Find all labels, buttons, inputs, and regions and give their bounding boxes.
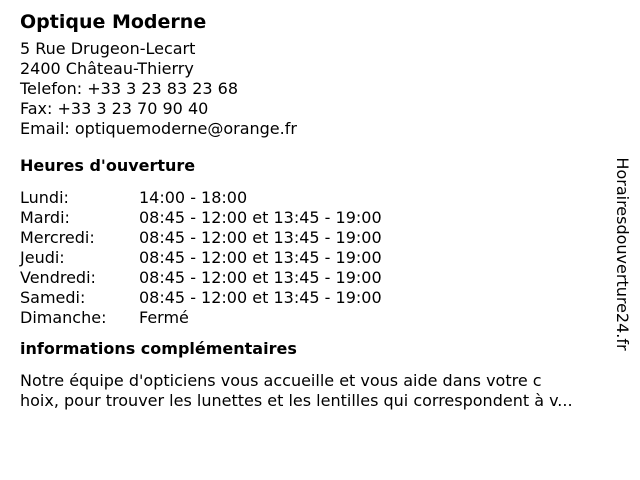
hours-row (20, 228, 382, 248)
hours-time: 08:45 - 12:00 et 13:45 - 19:00 (139, 268, 382, 287)
hours-day: Mardi: (20, 208, 70, 227)
additional-info-heading: informations complémentaires (20, 339, 297, 358)
hours-row (20, 288, 382, 308)
hours-time: 14:00 - 18:00 (139, 188, 248, 207)
phone-number: Telefon: +33 3 23 83 23 68 (20, 79, 239, 98)
opening-hours-table (20, 188, 382, 328)
address-street: 5 Rue Drugeon-Lecart (20, 39, 196, 58)
hours-day: Samedi: (20, 288, 86, 307)
hours-day: Mercredi: (20, 228, 95, 247)
additional-info-line: Notre équipe d'opticiens vous accueille et vous aide dans votre c (20, 371, 542, 390)
email-address: Email: optiquemoderne@orange.fr (20, 119, 297, 138)
store-card (20, 8, 610, 411)
additional-info-line: hoix, pour trouver les lunettes et les lentilles qui correspondent à v... (20, 391, 573, 410)
hours-day: Vendredi: (20, 268, 96, 287)
hours-row (20, 188, 382, 208)
hours-time: 08:45 - 12:00 et 13:45 - 19:00 (139, 228, 382, 247)
store-name: Optique Moderne (20, 11, 207, 33)
fax-number: Fax: +33 3 23 70 90 40 (20, 99, 209, 118)
hours-day: Jeudi: (20, 248, 65, 267)
hours-day: Lundi: (20, 188, 69, 207)
hours-day: Dimanche: (20, 308, 107, 327)
hours-time: 08:45 - 12:00 et 13:45 - 19:00 (139, 248, 382, 267)
hours-time: 08:45 - 12:00 et 13:45 - 19:00 (139, 288, 382, 307)
hours-row (20, 248, 382, 268)
hours-row (20, 268, 382, 288)
additional-info-text (20, 371, 610, 411)
address-city: 2400 Château-Thierry (20, 59, 194, 78)
hours-row (20, 208, 382, 228)
opening-hours-heading: Heures d'ouverture (20, 156, 196, 175)
hours-time: Fermé (139, 308, 189, 327)
site-watermark: Horairesdouverture24.fr (613, 157, 632, 351)
hours-row (20, 308, 382, 328)
hours-time: 08:45 - 12:00 et 13:45 - 19:00 (139, 208, 382, 227)
